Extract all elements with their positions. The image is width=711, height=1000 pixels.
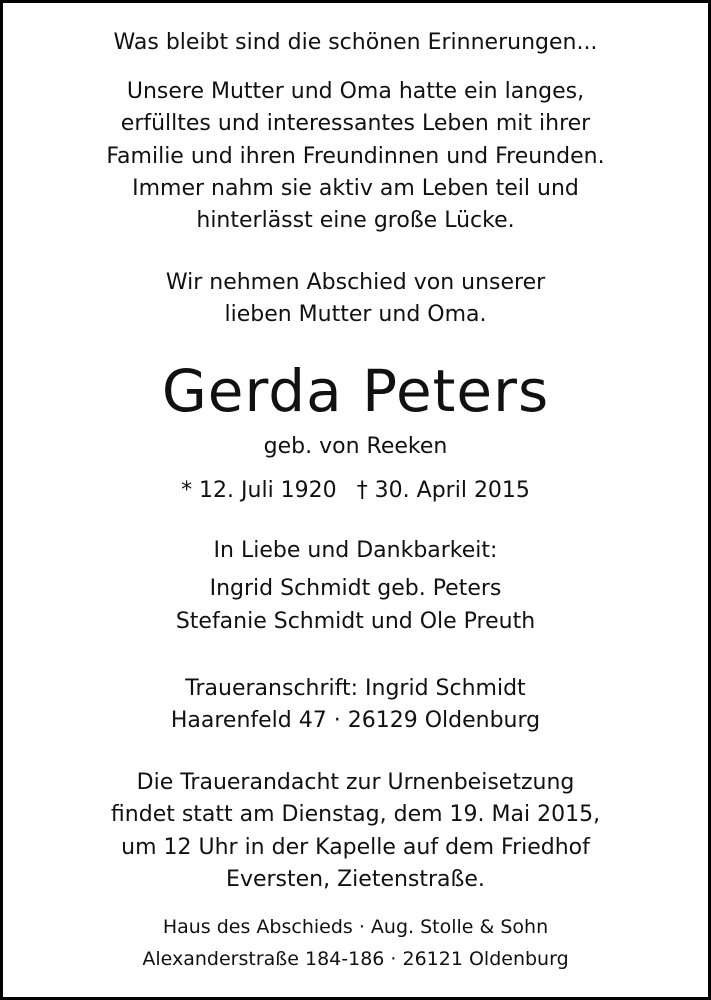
service-line: um 12 Uhr in der Kapelle auf dem Friedhof xyxy=(121,835,590,860)
intro-line: Was bleibt sind die schönen Erinnerungen... xyxy=(113,30,598,55)
birth-name: geb. von Reeken xyxy=(263,434,448,459)
undertaker-line: Haus des Abschieds · Aug. Stolle & Sohn xyxy=(162,916,549,938)
service-line: findet statt am Dienstag, dem 19. Mai 2015, xyxy=(110,802,601,827)
mourner-name: Stefanie Schmidt und Ole Preuth xyxy=(175,609,536,634)
life-dates xyxy=(3,475,708,507)
tribute-line: Familie und ihren Freundinnen und Freunden. xyxy=(106,144,605,169)
tribute-line: erfülltes und interessantes Leben mit ihrer xyxy=(120,111,591,136)
farewell-line: lieben Mutter und Oma. xyxy=(224,302,487,327)
farewell-line: Wir nehmen Abschied von unserer xyxy=(165,270,546,295)
tribute-line: Unsere Mutter und Oma hatte ein langes, xyxy=(126,79,585,104)
mourners-heading: In Liebe und Dankbarkeit: xyxy=(213,538,498,563)
deceased-name: Gerda Peters xyxy=(161,357,550,425)
undertaker-line: Alexanderstraße 184-186 · 26121 Oldenburg xyxy=(142,948,569,970)
death-date: † 30. April 2015 xyxy=(356,478,530,503)
tribute-line: hinterlässt eine große Lücke. xyxy=(196,208,515,233)
birth-date: * 12. Juli 1920 xyxy=(181,478,337,503)
address-line: Haarenfeld 47 · 26129 Oldenburg xyxy=(170,708,541,733)
address-line: Traueranschrift: Ingrid Schmidt xyxy=(185,676,526,701)
service-line: Eversten, Zietenstraße. xyxy=(226,867,485,892)
mourner-name: Ingrid Schmidt geb. Peters xyxy=(209,576,502,601)
tribute-line: Immer nahm sie aktiv am Leben teil und xyxy=(132,176,579,201)
service-line: Die Trauerandacht zur Urnenbeisetzung xyxy=(136,770,575,795)
